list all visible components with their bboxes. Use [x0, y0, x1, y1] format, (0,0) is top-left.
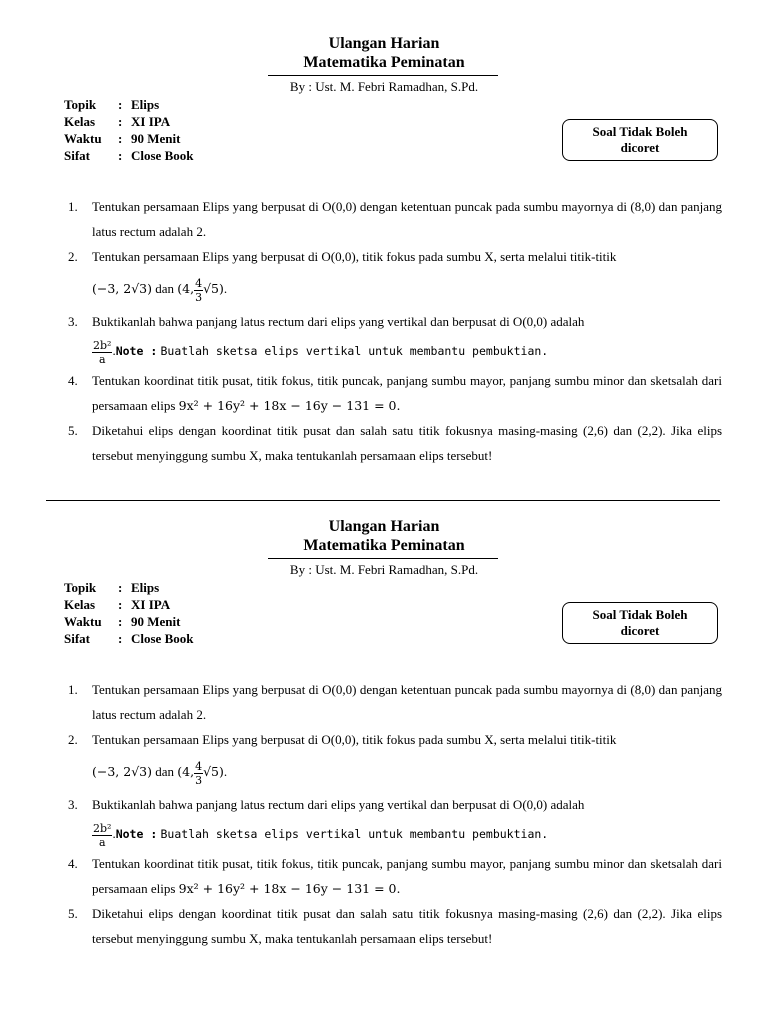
meta-row-waktu — [64, 130, 193, 147]
meta-row-kelas — [64, 596, 193, 613]
meta-colon: : — [118, 597, 123, 612]
section-divider — [46, 500, 720, 501]
point-2-open: (4, — [177, 764, 195, 779]
notice-line1: Soal Tidak Boleh — [592, 607, 688, 622]
question-3 — [64, 792, 722, 851]
exam-section-1 — [0, 34, 768, 504]
meta-row-sifat — [64, 147, 193, 164]
question-4 — [64, 851, 722, 901]
meta-colon: : — [118, 131, 123, 146]
question-number: 4. — [68, 856, 78, 871]
exam-meta — [64, 96, 193, 164]
ellipse-equation: 9x² + 16y² + 18x − 16y − 131 = 0. — [178, 398, 401, 413]
meta-value: Elips — [131, 580, 160, 595]
notice-box — [562, 119, 718, 161]
question-text: Diketahui elips dengan koordinat titik pusat dan salah satu titik fokusnya masing-masing (2,6) dan (2,2). Jika elips tersebut menyinggung sumbu X, maka tentukanlah persamaan elips tersebut! — [92, 423, 722, 463]
meta-row-kelas — [64, 113, 193, 130]
question-text: Tentukan koordinat titik pusat, titik fokus, titik puncak, panjang sumbu mayor, panjang sumbu minor dan sketsalah dari persamaan elips — [92, 373, 722, 413]
note-label: Note : — [115, 827, 158, 841]
title-underline — [268, 75, 498, 76]
exam-title: Ulangan Harian — [328, 518, 440, 535]
point-1: (−3, 2√3) — [92, 764, 152, 779]
fraction-denominator: 3 — [195, 290, 203, 304]
question-2-points — [92, 752, 722, 792]
fraction-numerator: 2b² — [93, 821, 112, 835]
fraction-numerator: 4 — [195, 759, 203, 773]
question-text: Tentukan persamaan Elips yang berpusat di O(0,0), titik fokus pada sumbu X, serta melalui titik-titik — [92, 732, 617, 747]
fraction-denominator: a — [98, 352, 106, 366]
question-5 — [64, 901, 722, 951]
meta-key: Topik — [64, 97, 97, 112]
fraction-denominator: 3 — [195, 773, 203, 787]
meta-value: XI IPA — [131, 114, 171, 129]
question-list — [64, 677, 722, 951]
notice-line2: dicoret — [620, 623, 660, 638]
question-2 — [64, 244, 722, 309]
meta-key: Sifat — [64, 631, 90, 646]
exam-title: Ulangan Harian — [328, 35, 440, 52]
meta-colon: : — [118, 580, 123, 595]
title-underline — [268, 558, 498, 559]
meta-colon: : — [118, 614, 123, 629]
meta-colon: : — [118, 97, 123, 112]
connector-dan: dan — [155, 764, 175, 779]
fraction — [194, 277, 203, 304]
question-1 — [64, 677, 722, 727]
meta-value: Close Book — [131, 631, 194, 646]
question-number: 3. — [68, 314, 78, 329]
meta-key: Waktu — [64, 614, 102, 629]
question-5 — [64, 418, 722, 468]
question-1 — [64, 194, 722, 244]
question-number: 3. — [68, 797, 78, 812]
fraction-numerator: 2b² — [93, 338, 112, 352]
meta-value: Elips — [131, 97, 160, 112]
exam-subject: Matematika Peminatan — [303, 537, 465, 554]
question-number: 1. — [68, 199, 78, 214]
meta-row-sifat — [64, 630, 193, 647]
fraction-denominator: a — [98, 835, 106, 849]
point-2-open: (4, — [177, 281, 195, 296]
question-text: Tentukan persamaan Elips yang berpusat di O(0,0) dengan ketentuan puncak pada sumbu mayornya di (8,0) dan panjang latus rectum adalah 2. — [92, 199, 722, 239]
period: . — [223, 764, 228, 779]
meta-colon: : — [118, 148, 123, 163]
question-2-points — [92, 269, 722, 309]
point-1: (−3, 2√3) — [92, 281, 152, 296]
connector-dan: dan — [155, 281, 175, 296]
exam-subject: Matematika Peminatan — [303, 54, 465, 71]
meta-key: Waktu — [64, 131, 102, 146]
question-2 — [64, 727, 722, 792]
question-number: 2. — [68, 732, 78, 747]
meta-key: Kelas — [64, 114, 96, 129]
point-2-rest: √5) — [203, 764, 224, 779]
meta-row-topik — [64, 579, 193, 596]
question-text: Diketahui elips dengan koordinat titik pusat dan salah satu titik fokusnya masing-masing (2,6) dan (2,2). Jika elips tersebut menyinggung sumbu X, maka tentukanlah persamaan elips tersebut! — [92, 906, 722, 946]
meta-key: Kelas — [64, 597, 96, 612]
note-text: Buatlah sketsa elips vertikal untuk membantu pembuktian. — [160, 344, 549, 358]
fraction — [92, 822, 112, 849]
exam-meta — [64, 579, 193, 647]
meta-value: XI IPA — [131, 597, 171, 612]
question-text: Tentukan koordinat titik pusat, titik fokus, titik puncak, panjang sumbu mayor, panjang sumbu minor dan sketsalah dari persamaan elips — [92, 856, 722, 896]
meta-key: Topik — [64, 580, 97, 595]
question-3 — [64, 309, 722, 368]
question-number: 4. — [68, 373, 78, 388]
question-3-formula — [92, 334, 722, 368]
meta-row-topik — [64, 96, 193, 113]
notice-box — [562, 602, 718, 644]
period: . — [112, 343, 116, 358]
question-number: 5. — [68, 423, 78, 438]
exam-section-2 — [0, 517, 768, 987]
note-label: Note : — [115, 344, 158, 358]
question-text: Tentukan persamaan Elips yang berpusat di O(0,0) dengan ketentuan puncak pada sumbu mayornya di (8,0) dan panjang latus rectum adalah 2. — [92, 682, 722, 722]
meta-value: 90 Menit — [131, 131, 181, 146]
question-text: Tentukan persamaan Elips yang berpusat di O(0,0), titik fokus pada sumbu X, serta melalui titik-titik — [92, 249, 617, 264]
question-number: 5. — [68, 906, 78, 921]
meta-value: 90 Menit — [131, 614, 181, 629]
note-text: Buatlah sketsa elips vertikal untuk membantu pembuktian. — [160, 827, 549, 841]
notice-line1: Soal Tidak Boleh — [592, 124, 688, 139]
notice-line2: dicoret — [620, 140, 660, 155]
meta-key: Sifat — [64, 148, 90, 163]
period: . — [223, 281, 228, 296]
meta-colon: : — [118, 631, 123, 646]
meta-row-waktu — [64, 613, 193, 630]
meta-colon: : — [118, 114, 123, 129]
meta-value: Close Book — [131, 148, 194, 163]
question-3-formula — [92, 817, 722, 851]
question-number: 1. — [68, 682, 78, 697]
question-list — [64, 194, 722, 468]
question-text: Buktikanlah bahwa panjang latus rectum dari elips yang vertikal dan berpusat di O(0,0) adalah — [92, 797, 585, 812]
byline: By : Ust. M. Febri Ramadhan, S.Pd. — [289, 562, 479, 577]
fraction — [194, 760, 203, 787]
byline: By : Ust. M. Febri Ramadhan, S.Pd. — [289, 79, 479, 94]
ellipse-equation: 9x² + 16y² + 18x − 16y − 131 = 0. — [178, 881, 401, 896]
period: . — [112, 826, 116, 841]
point-2-rest: √5) — [203, 281, 224, 296]
fraction — [92, 339, 112, 366]
question-text: Buktikanlah bahwa panjang latus rectum dari elips yang vertikal dan berpusat di O(0,0) adalah — [92, 314, 585, 329]
question-number: 2. — [68, 249, 78, 264]
question-4 — [64, 368, 722, 418]
fraction-numerator: 4 — [195, 276, 203, 290]
